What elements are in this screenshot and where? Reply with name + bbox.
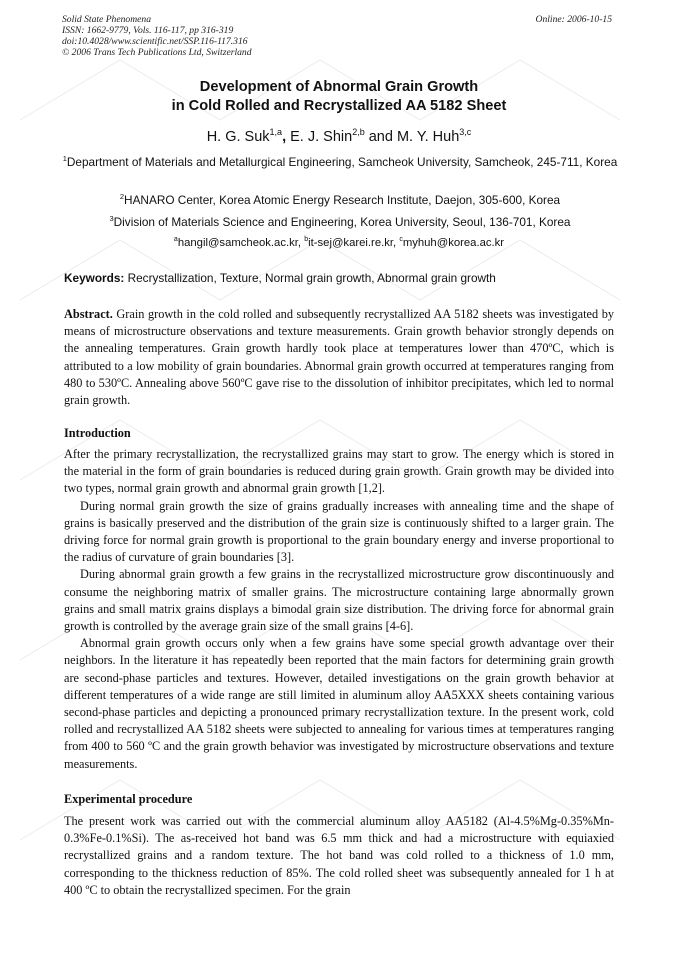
author-2: E. J. Shin [290,129,353,145]
affiliation-3-text: Division of Materials Science and Engineering, Korea University, Seoul, 136-701, Korea [113,215,571,229]
keywords-label: Keywords: [64,271,125,285]
email-c-sup: c [399,236,403,243]
experimental-paragraph-1: The present work was carried out with the commercial aluminum alloy AA5182 (Al-4.5%Mg-0.35%Mn-0.3%Fe-0.1%Si). The as-received hot band was 6.5 mm thick and had a microstructure with equiaxied recrystallized grains and a random texture. The hot band was cold rolled to a thickness of 1.0 mm, corresponding to the thickness reduction of 85%. The cold rolled sheet was subsequently annealed for 1 h at 400 ºC to obtain the recrystallized specimen. For the grain [64,814,614,897]
introduction-heading: Introduction [64,426,131,440]
keywords-text: Recrystallization, Texture, Normal grain growth, Abnormal grain growth [124,271,496,285]
affiliation-1-sup: 1 [62,154,67,163]
affiliation-2-text: HANARO Center, Korea Atomic Energy Research Institute, Daejon, 305-600, Korea [124,193,561,207]
affiliation-1-text: Department of Materials and Metallurgical Engineering, Samcheok University, Samcheok, 245-711, Korea [66,155,618,169]
email-a-sup: a [173,236,178,243]
intro-paragraph-1: After the primary recrystallization, the recrystallized grains may start to grow. The energy which is stored in the material in the form of grain boundaries is reduced during grain growth. Grain growth may be divided into two types, normal grain growth and abnormal grain growth [1,2]. [64,447,614,496]
issn-line: ISSN: 1662-9779, Vols. 116-117, pp 316-319 [62,25,234,36]
intro-paragraph-2: During normal grain growth the size of grains gradually increases with annealing time and the shape of grains is basically preserved and the distribution of the grain size is continuously shifted to a larger grain. The driving force for normal grain growth is proportional to the grain boundary energy and inverse proportional to the radius of curvature of grain boundaries [3]. [64,498,614,565]
author-2-sup: 2,b [352,127,365,137]
journal-header [62,14,252,58]
paper-title [0,78,678,116]
email-c: myhuh@korea.ac.kr [402,237,505,249]
intro-paragraph-4: Abnormal grain growth occurs only when a few grains have some special growth advantage over their neighbors. In the literature it has repeatedly been reported that the main factors for determining grain growth are second-phase particles and textures. However, detailed investigations on the grain growth behavior at different temperatures of a wide range are still limited in aluminum alloy AA5XXX sheets containing various second-phase particles and depicting a pronounced primary recrystallization texture. In the present work, cold rolled and recrystallized AA 5182 sheets were subjected to annealing for various times at temperatures ranging from 400 to 560 ºC and the grain growth behavior was investigated by microstructure observations and texture measurements. [64,636,614,771]
author-sep-1: , [282,129,291,145]
introduction-body [64,446,614,773]
email-a: hangil@samcheok.ac.kr, [177,237,305,249]
author-sep-2: and [364,129,397,145]
keywords [64,270,620,286]
online-date: Online: 2006-10-15 [535,14,612,25]
author-3-sup: 3,c [459,127,472,137]
title-line-1: Development of Abnormal Grain Growth [199,79,479,95]
intro-paragraph-3: During abnormal grain growth a few grains in the recrystallized microstructure grow discontinuously and consume the neighboring matrix of smaller grains. The microstructure containing large abnormally grown grains and small matrix grains displays a bimodal grain size distribution. The driving force for abnormal grain growth is controlled by the average grain size of the small grains [4-6]. [64,567,614,634]
experimental-body [64,813,614,899]
copyright-line: © 2006 Trans Tech Publications Ltd, Switzerland [62,47,252,58]
author-1-sup: 1,a [269,127,283,137]
email-b: it-sej@karei.re.kr, [308,237,400,249]
experimental-heading: Experimental procedure [64,792,193,806]
abstract [64,306,614,409]
affiliation-2 [62,192,618,208]
abstract-text: Grain growth in the cold rolled and subsequently recrystallized AA 5182 sheets was investigated by means of microstructure observations and texture measurements. Grain growth behavior strongly depends on the annealing temperatures. Grain growth hardly took place at temperatures lower than 470ºC, which is attributed to a low mobility of grain boundaries. Abnormal grain growth occurred at temperatures ranging from 480 to 530ºC. Annealing above 560ºC gave rise to the dissolution of inhibitor precipitates, which led to normal grain growth. [64,307,614,408]
author-emails [0,235,678,251]
doi-line: doi:10.4028/www.scientific.net/SSP.116-117.316 [62,36,248,47]
affiliation-2-sup: 2 [119,192,125,201]
email-b-sup: b [304,236,309,243]
abstract-label: Abstract. [64,307,113,321]
author-1: H. G. Suk [206,129,270,145]
title-line-2: in Cold Rolled and Recrystallized AA 5182 Sheet [171,98,507,114]
journal-name: Solid State Phenomena [62,14,151,25]
affiliation-3 [62,214,618,230]
affiliation-1 [62,154,618,170]
affiliation-3-sup: 3 [109,214,114,223]
author-3: M. Y. Huh [396,129,460,145]
author-list [0,128,678,146]
